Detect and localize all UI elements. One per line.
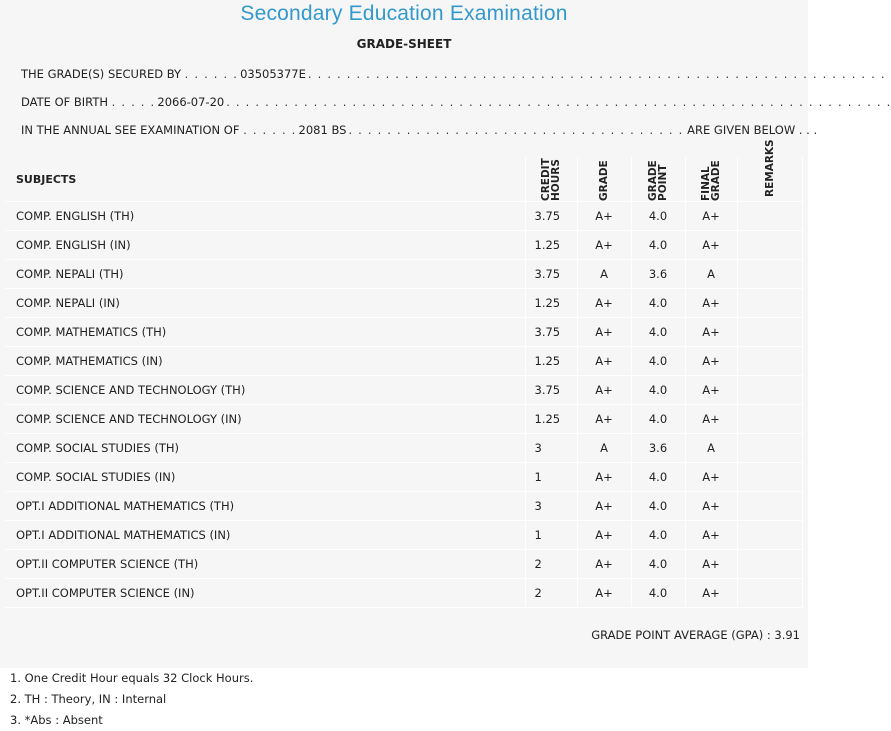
table-row (5, 521, 802, 550)
subject-cell: OPT.I ADDITIONAL MATHEMATICS (TH) (5, 492, 525, 521)
table-row (5, 492, 802, 521)
table-row (5, 463, 802, 492)
table-row (5, 289, 802, 318)
final-grade-cell: A+ (685, 318, 737, 347)
table-row (5, 347, 802, 376)
final-grade-cell: A+ (685, 550, 737, 579)
dot-leader: . . . . . . . . . . . . . . . . . . . . . . . . . . . . . . . . . . . (348, 123, 684, 137)
remarks-cell (737, 347, 802, 376)
credit-hours-cell: 1.25 (525, 289, 577, 318)
final-grade-cell: A (685, 434, 737, 463)
symbol-number: 03505377E (240, 67, 306, 81)
grade-point-cell: 4.0 (631, 289, 685, 318)
gpa-value: 3.91 (774, 628, 800, 642)
header-final-grade: FINAL GRADE (700, 160, 722, 201)
credit-hours-cell: 1.25 (525, 405, 577, 434)
footnote: 3. *Abs : Absent (10, 713, 103, 727)
final-grade-cell: A+ (685, 202, 737, 231)
remarks-cell (737, 550, 802, 579)
grade-point-cell: 4.0 (631, 202, 685, 231)
dob-value: 2066-07-20 (157, 95, 225, 109)
subject-cell: COMP. SOCIAL STUDIES (IN) (5, 463, 525, 492)
remarks-cell (737, 318, 802, 347)
subject-cell: OPT.II COMPUTER SCIENCE (TH) (5, 550, 525, 579)
credit-hours-cell: 2 (525, 579, 577, 608)
exam-suffix: ARE GIVEN BELOW . . . (687, 123, 818, 137)
subject-cell: OPT.I ADDITIONAL MATHEMATICS (IN) (5, 521, 525, 550)
remarks-cell (737, 434, 802, 463)
grade-point-cell: 3.6 (631, 260, 685, 289)
dob-label: DATE OF BIRTH (21, 95, 109, 109)
remarks-cell (737, 463, 802, 492)
exam-label: IN THE ANNUAL SEE EXAMINATION OF (21, 123, 240, 137)
dot-leader: . . . . . . . . . . . . . . . . . . . . . . . . . . . . . . . . . . . . . . . . . . . . . . . . . . . . . . . . . . . . (307, 67, 886, 81)
credit-hours-cell: 3 (525, 492, 577, 521)
table-row (5, 260, 802, 289)
final-grade-cell: A (685, 260, 737, 289)
footnote: 1. One Credit Hour equals 32 Clock Hours. (10, 671, 254, 685)
remarks-cell (737, 289, 802, 318)
grade-point-cell: 3.6 (631, 434, 685, 463)
table-row (5, 579, 802, 608)
grade-point-cell: 4.0 (631, 521, 685, 550)
info-dob (21, 95, 891, 109)
grades-table (5, 139, 803, 608)
grade-cell: A+ (577, 579, 631, 608)
header-grade-point: GRADE POINT (647, 160, 669, 201)
grade-point-cell: 4.0 (631, 318, 685, 347)
table-row (5, 231, 802, 260)
remarks-cell (737, 405, 802, 434)
table-row (5, 434, 802, 463)
header-grade-point-cell (631, 157, 685, 202)
grade-cell: A+ (577, 521, 631, 550)
subject-cell: OPT.II COMPUTER SCIENCE (IN) (5, 579, 525, 608)
remarks-cell (737, 376, 802, 405)
remarks-cell (737, 231, 802, 260)
remarks-cell (737, 202, 802, 231)
dot-leader: . . . . . . (243, 123, 297, 137)
grade-point-cell: 4.0 (631, 231, 685, 260)
table-row (5, 405, 802, 434)
grade-cell: A (577, 434, 631, 463)
header-subjects: SUBJECTS (5, 157, 525, 202)
info-exam (21, 123, 817, 137)
grade-point-cell: 4.0 (631, 405, 685, 434)
credit-hours-cell: 1 (525, 463, 577, 492)
dot-leader: . . . . . . . . . . . . . . . . . . . . . . . . . . . . . . . . . . . . . . . . . . . . . . . . . . . . . . . . . . . . . . . . . . . . . (226, 95, 891, 109)
credit-hours-cell: 3.75 (525, 318, 577, 347)
subject-cell: COMP. ENGLISH (TH) (5, 202, 525, 231)
credit-hours-cell: 3 (525, 434, 577, 463)
subject-cell: COMP. SOCIAL STUDIES (TH) (5, 434, 525, 463)
credit-hours-cell: 1.25 (525, 231, 577, 260)
final-grade-cell: A+ (685, 521, 737, 550)
remarks-cell (737, 579, 802, 608)
dot-leader: . . . . . (111, 95, 156, 109)
header-final-grade-cell (685, 157, 737, 202)
final-grade-cell: A+ (685, 376, 737, 405)
remarks-cell (737, 492, 802, 521)
gpa-label: GRADE POINT AVERAGE (GPA) : (591, 628, 771, 642)
gpa-summary (591, 628, 800, 642)
final-grade-cell: A+ (685, 492, 737, 521)
final-grade-cell: A+ (685, 405, 737, 434)
credit-hours-cell: 1 (525, 521, 577, 550)
final-grade-cell: A+ (685, 231, 737, 260)
credit-hours-cell: 1.25 (525, 347, 577, 376)
info-secured-by (21, 67, 886, 81)
header-credit-hours-cell (525, 157, 577, 202)
subject-cell: COMP. ENGLISH (IN) (5, 231, 525, 260)
credit-hours-cell: 3.75 (525, 202, 577, 231)
table-row (5, 376, 802, 405)
grade-cell: A+ (577, 463, 631, 492)
header-remarks: REMARKS (763, 139, 776, 197)
exam-year: 2081 BS (298, 123, 347, 137)
grade-point-cell: 4.0 (631, 550, 685, 579)
grade-point-cell: 4.0 (631, 463, 685, 492)
grade-cell: A+ (577, 492, 631, 521)
header-remarks-cell (737, 139, 802, 202)
grade-point-cell: 4.0 (631, 347, 685, 376)
final-grade-cell: A+ (685, 579, 737, 608)
footnotes (0, 668, 808, 728)
grade-cell: A+ (577, 289, 631, 318)
subject-cell: COMP. MATHEMATICS (TH) (5, 318, 525, 347)
table-header-row (5, 157, 802, 202)
subject-cell: COMP. SCIENCE AND TECHNOLOGY (IN) (5, 405, 525, 434)
header-grade-cell (577, 157, 631, 202)
grade-cell: A (577, 260, 631, 289)
header-credit-hours: CREDIT HOURS (540, 158, 562, 201)
grade-cell: A+ (577, 202, 631, 231)
page-title: Secondary Education Examination (240, 2, 568, 25)
grade-cell: A+ (577, 231, 631, 260)
grade-cell: A+ (577, 405, 631, 434)
final-grade-cell: A+ (685, 347, 737, 376)
grade-point-cell: 4.0 (631, 492, 685, 521)
subject-cell: COMP. NEPALI (IN) (5, 289, 525, 318)
page-subtitle: GRADE-SHEET (356, 37, 452, 51)
footnote: 2. TH : Theory, IN : Internal (10, 692, 167, 706)
credit-hours-cell: 3.75 (525, 376, 577, 405)
header-grade: GRADE (598, 160, 610, 201)
secured-by-label: THE GRADE(S) SECURED BY (21, 67, 182, 81)
final-grade-cell: A+ (685, 463, 737, 492)
remarks-cell (737, 260, 802, 289)
grade-point-cell: 4.0 (631, 376, 685, 405)
subject-cell: COMP. MATHEMATICS (IN) (5, 347, 525, 376)
credit-hours-cell: 3.75 (525, 260, 577, 289)
table-row (5, 318, 802, 347)
grade-point-cell: 4.0 (631, 579, 685, 608)
subject-cell: COMP. SCIENCE AND TECHNOLOGY (TH) (5, 376, 525, 405)
dot-leader: . . . . . . (184, 67, 239, 81)
final-grade-cell: A+ (685, 289, 737, 318)
grade-cell: A+ (577, 550, 631, 579)
grade-cell: A+ (577, 347, 631, 376)
grade-cell: A+ (577, 318, 631, 347)
grade-cell: A+ (577, 376, 631, 405)
remarks-cell (737, 521, 802, 550)
credit-hours-cell: 2 (525, 550, 577, 579)
table-row (5, 550, 802, 579)
table-row (5, 202, 802, 231)
subject-cell: COMP. NEPALI (TH) (5, 260, 525, 289)
